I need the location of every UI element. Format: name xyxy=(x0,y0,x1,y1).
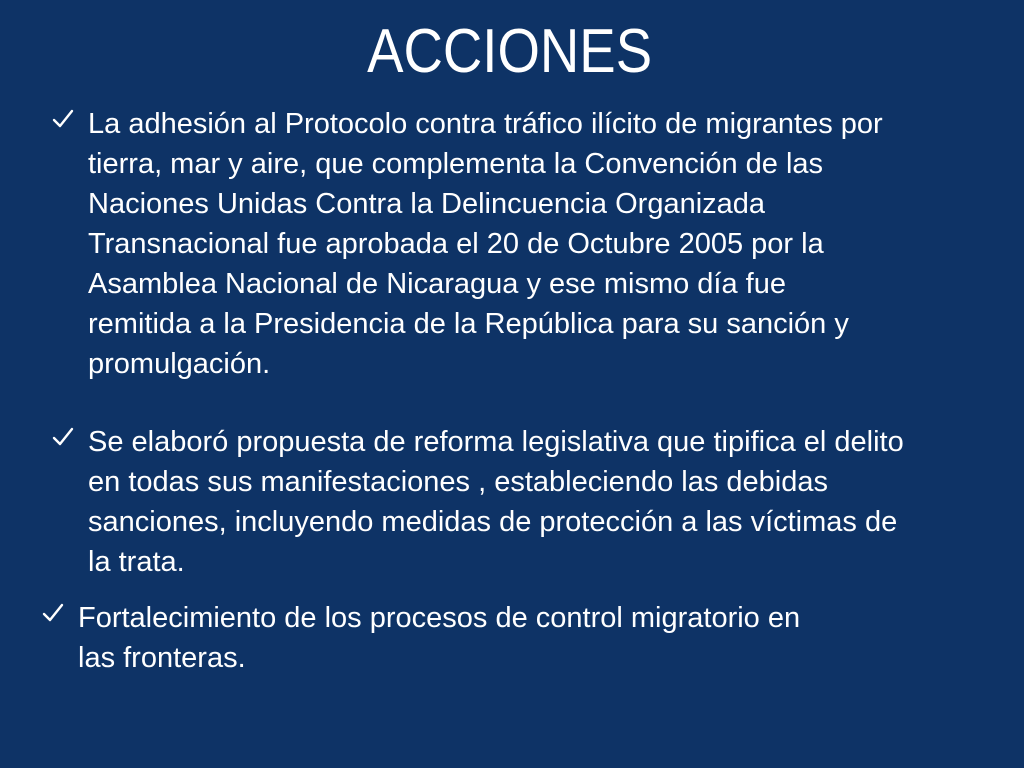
bullet-text-adhesion: La adhesión al Protocolo contra tráfico ilícito de migrantes por tierra, mar y aire, que complementa la Convención de las Naciones Unidas Contra la Delincuencia Organizada Transnacional fue aprobada el 20 de Octubre 2005 por la Asamblea Nacional de Nicaragua y ese mismo día fue remitida a la Presidencia de la República para su sanción y promulgación. xyxy=(88,108,883,380)
bullet-item-adhesion xyxy=(52,104,883,384)
check-icon xyxy=(52,108,78,130)
bullet-text-reforma: Se elaboró propuesta de reforma legislativa que tipifica el delito en todas sus manifestaciones , estableciendo las debidas sanciones, incluyendo medidas de protección a las víctimas de la trata. xyxy=(88,426,904,578)
check-icon xyxy=(52,426,78,448)
bullet-text-fortalecimiento: Fortalecimiento de los procesos de control migratorio en las fronteras. xyxy=(78,602,801,674)
bullet-item-reforma xyxy=(52,422,904,582)
bullet-item-fortalecimiento xyxy=(42,598,800,678)
check-icon xyxy=(42,602,68,624)
slide-title: ACCIONES xyxy=(367,17,653,86)
